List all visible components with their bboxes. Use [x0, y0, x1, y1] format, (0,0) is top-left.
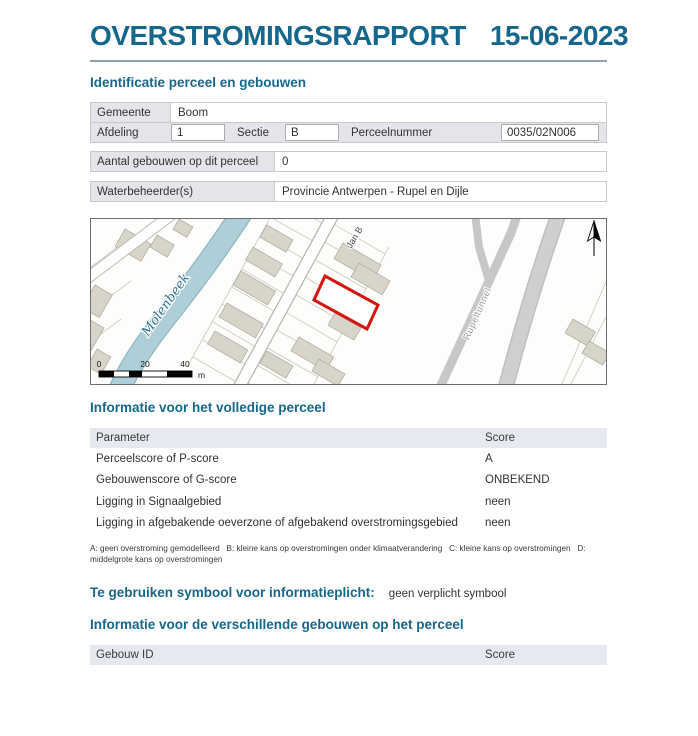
afdeling-field: 1 [171, 124, 225, 141]
report-title: OVERSTROMINGSRAPPORT [90, 20, 466, 51]
tunnel-label: Rupeltunnel [461, 286, 495, 342]
parameter-cell: Gebouwenscore of G-score [96, 474, 237, 487]
scale-unit: m [198, 370, 206, 380]
scale-mid: 20 [140, 359, 150, 369]
symbol-label: Te gebruiken symbool voor informatieplicht: [90, 584, 375, 600]
aantal-gebouwen-value: 0 [282, 155, 289, 168]
score-cell: neen [485, 495, 511, 508]
buildings-info-table [90, 645, 607, 665]
sectie-label: Sectie [237, 126, 269, 139]
identification-table [90, 102, 607, 202]
table-row-waterbeheerder [90, 181, 607, 202]
table-row [90, 448, 607, 470]
table-row-gemeente [90, 102, 607, 123]
scale-end: 40 [180, 359, 190, 369]
table-header-row [90, 645, 607, 665]
gemeente-label: Gemeente [91, 103, 171, 122]
table-row [90, 491, 607, 513]
report-page [90, 0, 629, 665]
gemeente-value: Boom [178, 106, 209, 119]
section-heading-parcel-info: Informatie voor het volledige perceel [90, 400, 326, 415]
symbol-value: geen verplicht symbool [388, 587, 507, 600]
table-row-aantal-gebouwen [90, 151, 607, 172]
perceelnummer-label: Perceelnummer [351, 126, 433, 139]
column-header-score: Score [485, 648, 516, 661]
section-heading-buildings-info: Informatie voor de verschillende gebouwen op het perceel [90, 616, 464, 632]
column-header-parameter: Parameter [96, 432, 150, 444]
score-cell: A [485, 452, 493, 465]
sectie-field: B [285, 124, 339, 141]
perceelnummer-field: 0035/02N006 [501, 124, 599, 141]
table-row [90, 513, 607, 535]
column-header-score: Score [485, 432, 516, 444]
parcel-map-canvas [91, 219, 606, 384]
parameter-cell: Ligging in afgebakende oeverzone of afgebakend overstromingsgebied [96, 517, 458, 530]
column-header-gebouw-id: Gebouw ID [96, 648, 154, 661]
page-title [90, 0, 629, 52]
symbol-info-line [90, 585, 607, 600]
parcel-info-table [90, 428, 607, 534]
parameter-cell: Ligging in Signaalgebied [96, 495, 222, 508]
table-header-row [90, 428, 607, 448]
parcel-map [90, 218, 607, 385]
waterbeheerder-value: Provincie Antwerpen - Rupel en Dijle [282, 185, 469, 198]
river-label: Molenbeek [139, 270, 194, 340]
section-heading-identification: Identificatie perceel en gebouwen [90, 75, 307, 90]
street-label: Jan B [344, 225, 365, 250]
aantal-gebouwen-label: Aantal gebouwen op dit perceel [91, 152, 275, 171]
scale-start: 0 [96, 359, 102, 369]
waterbeheerder-label: Waterbeheerder(s) [91, 182, 275, 201]
report-date: 15-06-2023 [489, 20, 629, 51]
parameter-cell: Perceelscore of P-score [96, 452, 219, 465]
score-legend-footnote: A: geen overstroming gemodelleerd B: kleine kans op overstromingen onder klimaatverandering C: kleine kans op overstromingen D: middelgrote kans op overstromingen [90, 544, 588, 565]
title-divider [90, 60, 607, 62]
table-row-afdeling [90, 122, 607, 143]
score-cell: neen [485, 517, 511, 530]
afdeling-label: Afdeling [97, 126, 139, 139]
score-cell: ONBEKEND [485, 474, 550, 487]
table-row [90, 470, 607, 492]
